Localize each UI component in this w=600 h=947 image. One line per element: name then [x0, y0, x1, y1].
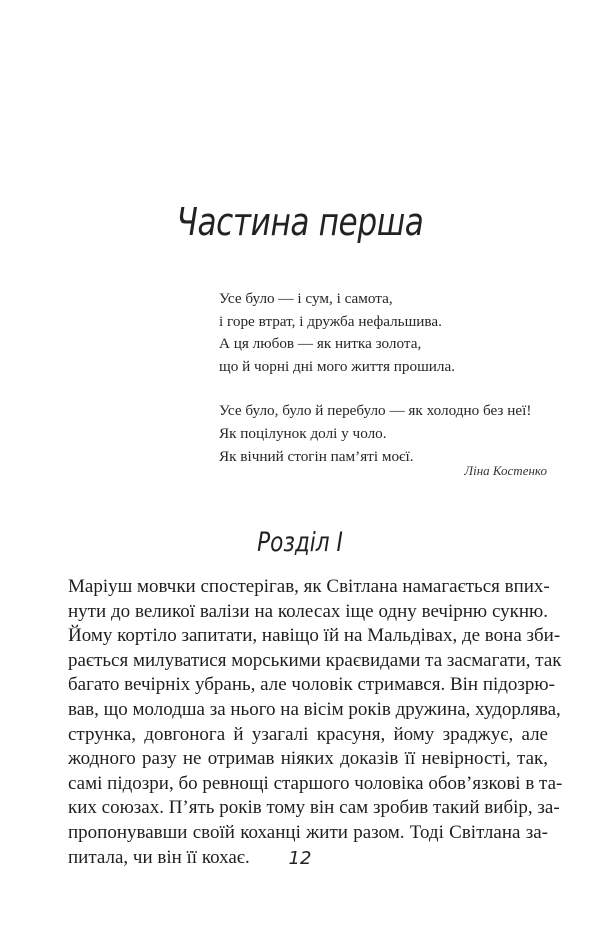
body-line: питала, чи він її кохає. [68, 846, 250, 868]
chapter-title: Розділ І [257, 527, 343, 558]
epigraph-stanza [219, 288, 559, 378]
page-number: 12 [288, 848, 312, 869]
epigraph-stanza [219, 400, 559, 468]
epigraph-line: Усе було — і сум, і самота, [219, 290, 393, 307]
body-line: Йому кортіло запитати, навіщо їй на Мальдівах, де вона зби- [68, 625, 561, 647]
part-title: Частина перша [176, 200, 424, 244]
body-line: нути до великої валізи на колесах іще одну вечірню сукню. [68, 600, 548, 622]
body-line: вав, що молодша за нього на вісім років дружина, худорлява, [68, 698, 561, 720]
body-line: пропонувавши своїй коханці жити разом. Тоді Світлана за- [68, 821, 548, 843]
body-line: багато вечірніх убрань, але чоловік стримався. Він підозрю- [68, 674, 555, 696]
body-line: самі підозри, бо ревнощі старшого чоловіка обов’язкові в та- [68, 772, 563, 794]
body-line: ких союзах. П’ять років тому він сам зробив такий вибір, за- [68, 797, 560, 819]
epigraph-line: А ця любов — як нитка золота, [219, 335, 422, 353]
body-paragraph [68, 575, 563, 870]
epigraph-line: що й чорні дні мого життя прошила. [219, 357, 456, 375]
body-line: жодного разу не отримав ніяких доказів її невірності, так, [68, 748, 548, 770]
epigraph-line: і горе втрат, і дружба нефальшива. [219, 312, 442, 330]
epigraph [219, 288, 559, 468]
body-line: рається милуватися морськими краєвидами та засмагати, так [68, 649, 562, 671]
epigraph-line: Усе було, було й перебуло — як холодно без неї! [219, 402, 532, 420]
epigraph-attribution: Ліна Костенко [464, 463, 547, 478]
epigraph-line: Як поцілунок долі у чоло. [219, 424, 387, 442]
epigraph-line: Як вічний стогін пам’яті моєї. [219, 447, 414, 465]
body-line: Маріуш мовчки спостерігав, як Світлана намагається впих- [68, 576, 550, 597]
body-line: струнка, довгонога й узагалі красуня, йому зраджує, але [68, 723, 548, 745]
